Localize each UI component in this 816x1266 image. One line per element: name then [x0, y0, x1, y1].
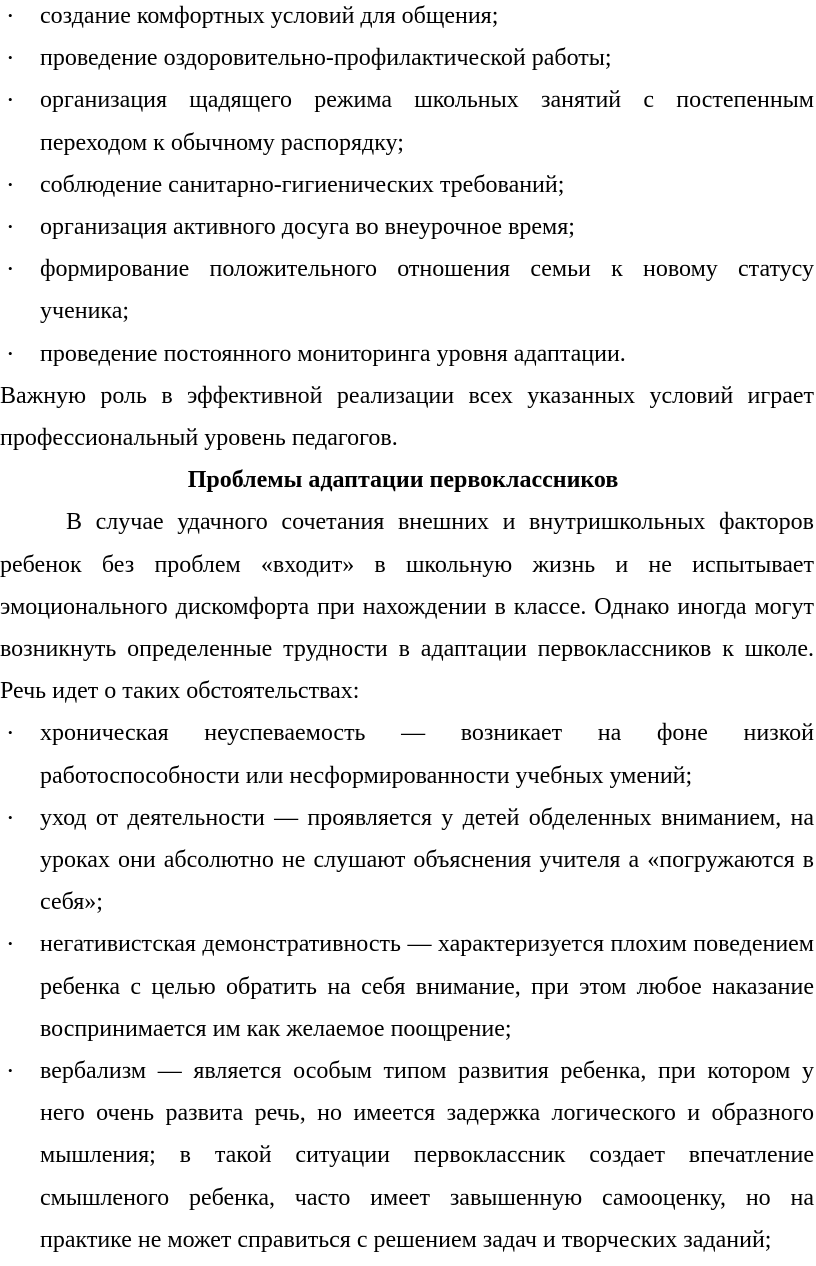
list-item-text: организация щадящего режима школьных занятий с постепенным переходом к обычному распорядку;: [40, 87, 814, 156]
bullet-icon: •: [8, 219, 13, 235]
list-item: [0, 923, 816, 1050]
list-item: [0, 248, 816, 332]
bullet-icon: •: [8, 50, 13, 66]
bullet-icon: •: [8, 1063, 13, 1079]
list-item: [0, 0, 816, 37]
list-item-text: проведение постоянного мониторинга уровня адаптации.: [40, 340, 626, 367]
list-item-text: соблюдение санитарно-гигиенических требований;: [40, 171, 565, 198]
list-item-text: проведение оздоровительно-профилактической работы;: [40, 45, 612, 72]
list-item: [0, 1050, 816, 1261]
bullet-icon: •: [8, 92, 13, 108]
list-item: [0, 79, 816, 163]
list-item-text: вербализм — является особым типом развития ребенка, при котором у него очень развита речь, но имеется задержка логического и образного мышления; в такой ситуации первоклассник создает впечатление смышленого ребенка, часто имеет завышенную самооценку, но на практике не может справиться с решением задач и творческих заданий;: [40, 1058, 814, 1253]
list-item: [0, 37, 816, 79]
bullet-icon: •: [8, 8, 13, 23]
list-item: [0, 712, 816, 796]
bullet-icon: •: [8, 809, 13, 825]
bullet-icon: •: [8, 725, 13, 741]
list-item-text: негативистская демонстративность — характеризуется плохим поведением ребенка с целью обратить на себя внимание, при этом любое наказание воспринимается им как желаемое поощрение;: [40, 931, 814, 1042]
bullet-icon: •: [8, 345, 13, 361]
list-item-text: уход от деятельности — проявляется у детей обделенных вниманием, на уроках они абсолютно не слушают объяснения учителя а «погружаются в себя»;: [40, 804, 814, 916]
paragraph-intro: В случае удачного сочетания внешних и внутришкольных факторов ребенок без проблем «входит» в школьную жизнь и не испытывает эмоционального дискомфорта при нахождении в классе. Однако иногда могут возникнуть определенные трудности в адаптации первоклассников к школе. Речь идет о таких обстоятельствах:: [0, 509, 814, 705]
problems-list: [0, 712, 816, 1261]
list-item-text: хроническая неуспеваемость — возникает на фоне низкой работоспособности или несформированности учебных умений;: [40, 720, 814, 789]
list-item: [0, 333, 816, 375]
bullet-icon: •: [8, 176, 13, 192]
list-item: [0, 164, 816, 206]
list-item: [0, 797, 816, 924]
list-item-text: создание комфортных условий для общения;: [40, 3, 499, 29]
bullet-icon: •: [8, 261, 13, 277]
section-heading: Проблемы адаптации первоклассников: [187, 467, 619, 494]
list-item-text: организация активного досуга во внеурочное время;: [40, 214, 575, 241]
conditions-list: [0, 0, 816, 375]
paragraph-role: Важную роль в эффективной реализации всех указанных условий играет профессиональный уровень педагогов.: [0, 382, 814, 452]
bullet-icon: •: [8, 936, 13, 952]
list-item-text: формирование положительного отношения семьи к новому статусу ученика;: [40, 256, 814, 325]
list-item: [0, 206, 816, 248]
